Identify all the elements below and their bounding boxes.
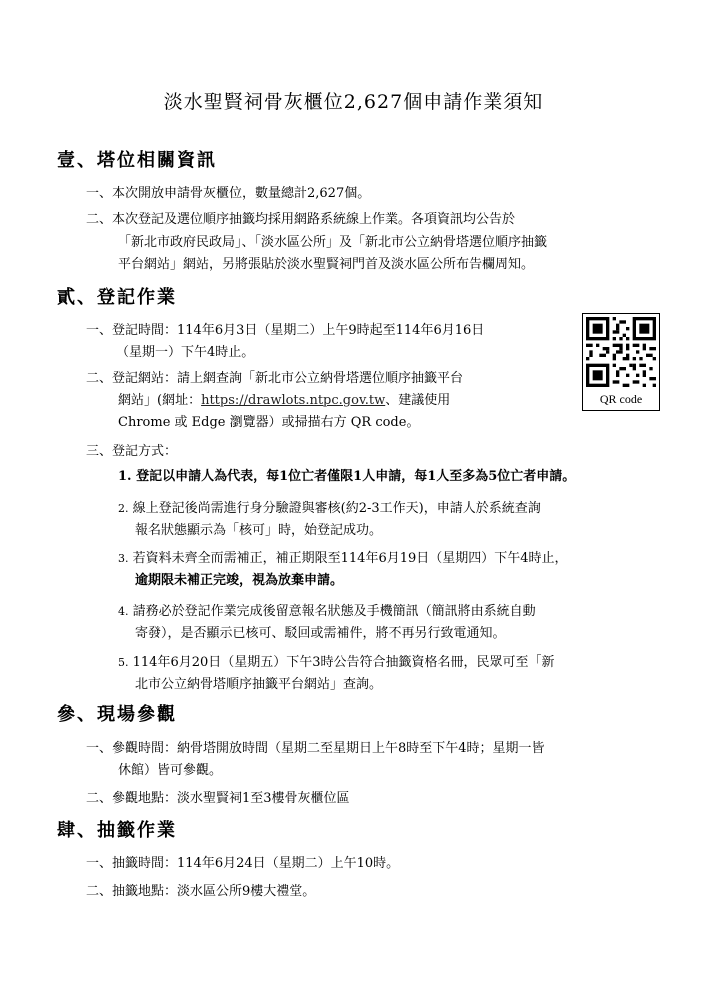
section4-item2: 二、抽籤地點：淡水區公所9樓大禮堂。 [86,884,316,899]
section1-item1: 一、本次開放申請骨灰櫃位，數量總計2,627個。 [86,186,371,201]
section2-sub2-line1 [118,497,541,516]
sub1-number: 1. [118,469,132,484]
qr-code-label: QR code [599,392,643,406]
qr-code-image[interactable] [586,317,656,387]
section2-item2-line2-suffix: 、建議使用 [385,393,451,408]
section3-item1-line1: 一、參觀時間：納骨塔開放時間（星期二至星期日上午8時至下午4時；星期一皆 [86,741,545,756]
sub5-text-1: 114年6月20日（星期五）下午3時公告符合抽籤資格名冊，民眾可至「新 [132,655,555,670]
sub4-number: 4. [118,605,129,618]
section3-item1-line2: 休館）皆可參觀。 [118,763,223,778]
section2-sub5-line1 [118,651,555,670]
section4-item1: 一、抽籤時間：114年6月24日（星期二）上午10時。 [86,856,400,871]
section2-sub2-line2: 報名狀態顯示為「核可」時，始登記成功。 [135,523,383,538]
section2-sub3-line2: 逾期限未補正完竣，視為放棄申請。 [135,573,344,588]
section2-item2-line2-prefix: 網站」(網址： [118,393,202,408]
section2-item2-line3: Chrome 或 Edge 瀏覽器）或掃描右方 QR code。 [118,415,420,430]
section-heading-4: 肆、抽籤作業 [57,820,177,841]
section-heading-1: 壹、塔位相關資訊 [57,150,217,171]
section1-item2-line2: 「新北市政府民政局」、「淡水區公所」及「新北市公立納骨塔選位順序抽籤 [118,235,548,250]
section-heading-3: 參、現場參觀 [57,704,177,725]
section3-item2: 二、參觀地點：淡水聖賢祠1至3樓骨灰櫃位區 [86,791,350,806]
section1-item2-line3: 平台網站」網站，另將張貼於淡水聖賢祠門首及淡水區公所布告欄周知。 [118,257,535,272]
sub2-number: 2. [118,502,129,515]
sub2-text-1: 線上登記後尚需進行身分驗證與審核(約2-3工作天)，申請人於系統查詢 [132,501,541,516]
registration-website-link[interactable]: https://drawlots.ntpc.gov.tw [201,393,386,408]
sub5-number: 5. [118,656,129,669]
qr-code-box[interactable] [582,313,660,411]
section2-sub3-line1 [118,547,568,566]
sub1-text: 登記以申請人為代表，每1位亡者僅限1人申請，每1人至多為5位亡者申請。 [136,469,576,484]
section2-item1-line1: 一、登記時間：114年6月3日（星期二）上午9時起至114年6月16日 [86,323,485,338]
sub4-text-1: 請務必於登記作業完成後留意報名狀態及手機簡訊（簡訊將由系統自動 [132,604,536,619]
section2-item2-line2 [118,389,450,408]
section2-sub4-line2: 寄發），是否顯示已核可、駁回或需補件，將不再另行致電通知。 [135,626,506,641]
section2-item1-line2: （星期一）下午4時止。 [116,345,255,360]
section2-sub4-line1 [118,600,536,619]
section2-item3: 三、登記方式： [86,444,178,459]
page-title: 淡水聖賢祠骨灰櫃位2,627個申請作業須知 [163,91,544,113]
section2-sub1 [118,465,575,484]
section1-item2-line1: 二、本次登記及選位順序抽籤均採用網路系統線上作業。各項資訊均公告於 [86,212,516,227]
section2-sub5-line2: 北市公立納骨塔順序抽籤平台網站」查詢。 [135,677,383,692]
sub3-number: 3. [118,552,129,565]
sub3-text-1: 若資料未齊全而需補正，補正期限至114年6月19日（星期四）下午4時止， [132,551,568,566]
section2-item2-line1: 二、登記網站：請上網查詢「新北市公立納骨塔選位順序抽籤平台 [86,371,464,386]
section-heading-2: 貳、登記作業 [57,287,177,308]
